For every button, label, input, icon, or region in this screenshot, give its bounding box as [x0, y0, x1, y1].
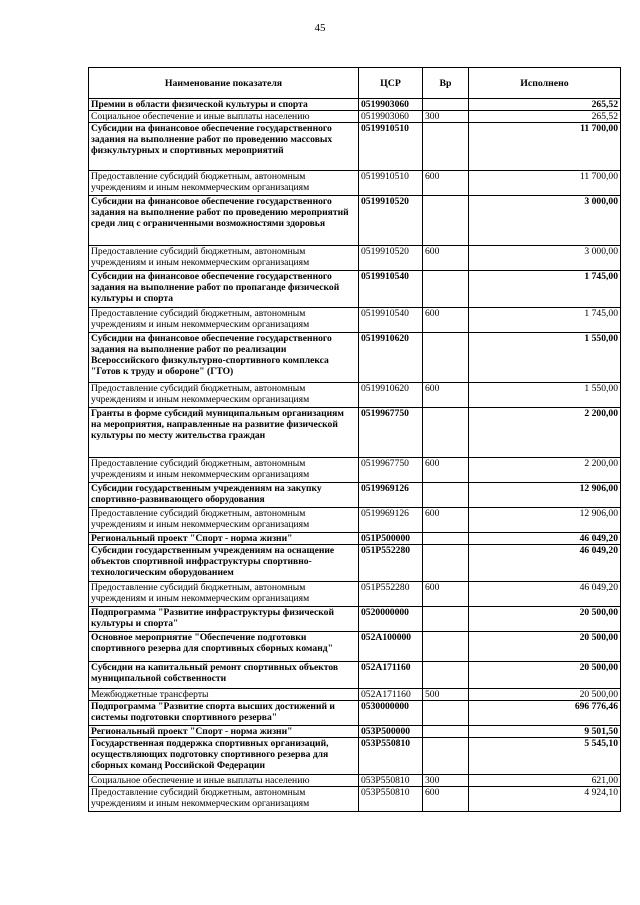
- row-name-cell: Премии в области физической культуры и спорта: [89, 99, 359, 111]
- row-csr-cell: 053P550810: [359, 738, 423, 775]
- row-name-cell: Предоставление субсидий бюджетным, автономным учреждениям и иным некоммерческим организациям: [89, 787, 359, 812]
- row-sum-cell: 1 745,00: [469, 308, 621, 333]
- table-row: [89, 689, 621, 701]
- row-name-cell: Предоставление субсидий бюджетным, автономным учреждениям и иным некоммерческим организациям: [89, 171, 359, 196]
- table-row: [89, 787, 621, 812]
- row-sum-cell: 265,52: [469, 111, 621, 123]
- table-row: [89, 701, 621, 726]
- row-csr-cell: 051P500000: [359, 533, 423, 545]
- table-row: [89, 508, 621, 533]
- page-number: 45: [314, 22, 326, 34]
- header-csr: ЦСР: [359, 68, 423, 99]
- table-header-row: [89, 68, 621, 99]
- table-row: [89, 111, 621, 123]
- row-csr-cell: 0519903060: [359, 111, 423, 123]
- row-name-cell: Социальное обеспечение и иные выплаты населению: [89, 111, 359, 123]
- row-vr-cell: [423, 607, 469, 632]
- table-row: [89, 196, 621, 246]
- table-row: [89, 483, 621, 508]
- row-csr-cell: 0519910520: [359, 196, 423, 246]
- row-name-cell: Подпрограмма "Развитие инфраструктуры физической культуры и спорта": [89, 607, 359, 632]
- table-row: [89, 271, 621, 308]
- header-sum: Исполнено: [469, 68, 621, 99]
- row-name-cell: Предоставление субсидий бюджетным, автономным учреждениям и иным некоммерческим организациям: [89, 383, 359, 408]
- row-vr-cell: 500: [423, 689, 469, 701]
- table-row: [89, 582, 621, 607]
- table-row: [89, 383, 621, 408]
- row-csr-cell: 053P550810: [359, 775, 423, 787]
- row-csr-cell: 0519967750: [359, 458, 423, 483]
- row-csr-cell: 0519910620: [359, 383, 423, 408]
- table-row: [89, 738, 621, 775]
- row-csr-cell: 0520000000: [359, 607, 423, 632]
- row-csr-cell: 053P550810: [359, 787, 423, 812]
- row-name-cell: Гранты в форме субсидий муниципальным организациям на мероприятия, направленные на развитие физической культуры по месту жительства граждан: [89, 408, 359, 458]
- row-sum-cell: 1 550,00: [469, 383, 621, 408]
- row-vr-cell: [423, 632, 469, 662]
- row-sum-cell: 2 200,00: [469, 458, 621, 483]
- row-sum-cell: 20 500,00: [469, 607, 621, 632]
- row-vr-cell: 600: [423, 508, 469, 533]
- row-csr-cell: 0519910540: [359, 308, 423, 333]
- row-vr-cell: [423, 726, 469, 738]
- row-vr-cell: [423, 271, 469, 308]
- row-name-cell: Социальное обеспечение и иные выплаты населению: [89, 775, 359, 787]
- row-csr-cell: 0519967750: [359, 408, 423, 458]
- row-name-cell: Предоставление субсидий бюджетным, автономным учреждениям и иным некоммерческим организациям: [89, 458, 359, 483]
- row-sum-cell: 46 049,20: [469, 545, 621, 582]
- row-sum-cell: 12 906,00: [469, 508, 621, 533]
- row-vr-cell: [423, 123, 469, 171]
- row-sum-cell: 11 700,00: [469, 171, 621, 196]
- row-name-cell: Предоставление субсидий бюджетным, автономным учреждениям и иным некоммерческим организациям: [89, 508, 359, 533]
- table-body: [89, 99, 621, 812]
- row-vr-cell: 600: [423, 308, 469, 333]
- row-sum-cell: 12 906,00: [469, 483, 621, 508]
- row-name-cell: Предоставление субсидий бюджетным, автономным учреждениям и иным некоммерческим организациям: [89, 582, 359, 607]
- row-vr-cell: 600: [423, 246, 469, 271]
- row-sum-cell: 46 049,20: [469, 533, 621, 545]
- row-vr-cell: 600: [423, 582, 469, 607]
- row-vr-cell: [423, 99, 469, 111]
- row-csr-cell: 052A171160: [359, 689, 423, 701]
- table-row: [89, 123, 621, 171]
- row-csr-cell: 0519910520: [359, 246, 423, 271]
- row-name-cell: Субсидии на финансовое обеспечение государственного задания на выполнение работ по проведению мероприятий среди лиц с ограниченными возможностями здоровья: [89, 196, 359, 246]
- header-name: Наименование показателя: [89, 68, 359, 99]
- table-row: [89, 545, 621, 582]
- budget-execution-table: [88, 67, 621, 812]
- row-vr-cell: 600: [423, 458, 469, 483]
- row-vr-cell: [423, 738, 469, 775]
- row-name-cell: Региональный проект "Спорт - норма жизни": [89, 726, 359, 738]
- row-sum-cell: 3 000,00: [469, 246, 621, 271]
- row-sum-cell: 1 745,00: [469, 271, 621, 308]
- row-vr-cell: 300: [423, 111, 469, 123]
- row-name-cell: Субсидии на финансовое обеспечение государственного задания на выполнение работ по пропаганде физической культуры и спорта: [89, 271, 359, 308]
- row-name-cell: Субсидии на финансовое обеспечение государственного задания на выполнение работ по проведению массовых физкультурных и спортивных мероприятий: [89, 123, 359, 171]
- row-csr-cell: 052A171160: [359, 662, 423, 689]
- table-row: [89, 246, 621, 271]
- row-csr-cell: 0519969126: [359, 483, 423, 508]
- row-vr-cell: [423, 701, 469, 726]
- row-name-cell: Подпрограмма "Развитие спорта высших достижений и системы подготовки спортивного резерва": [89, 701, 359, 726]
- row-csr-cell: 0519910510: [359, 123, 423, 171]
- row-csr-cell: 052A100000: [359, 632, 423, 662]
- row-sum-cell: 1 550,00: [469, 333, 621, 383]
- row-sum-cell: 20 500,00: [469, 662, 621, 689]
- row-vr-cell: 600: [423, 787, 469, 812]
- row-name-cell: Субсидии на финансовое обеспечение государственного задания на выполнение работ по реализации Всероссийского физкультурно-спортивного комплекса "Готов к труду и обороне" (ГТО): [89, 333, 359, 383]
- row-name-cell: Региональный проект "Спорт - норма жизни": [89, 533, 359, 545]
- row-vr-cell: [423, 196, 469, 246]
- row-name-cell: Предоставление субсидий бюджетным, автономным учреждениям и иным некоммерческим организациям: [89, 308, 359, 333]
- row-name-cell: Государственная поддержка спортивных организаций, осуществляющих подготовку спортивного резерва для сборных команд Российской Федерации: [89, 738, 359, 775]
- header-vr: Вр: [423, 68, 469, 99]
- row-vr-cell: [423, 333, 469, 383]
- row-sum-cell: 3 000,00: [469, 196, 621, 246]
- row-sum-cell: 20 500,00: [469, 689, 621, 701]
- row-csr-cell: 053P500000: [359, 726, 423, 738]
- row-sum-cell: 11 700,00: [469, 123, 621, 171]
- row-sum-cell: 621,00: [469, 775, 621, 787]
- row-sum-cell: 2 200,00: [469, 408, 621, 458]
- row-name-cell: Основное мероприятие "Обеспечение подготовки спортивного резерва для спортивных сборных команд": [89, 632, 359, 662]
- row-vr-cell: [423, 408, 469, 458]
- row-csr-cell: 0519910540: [359, 271, 423, 308]
- row-name-cell: Субсидии государственным учреждениям на оснащение объектов спортивной инфраструктуры спортивно-технологическим оборудованием: [89, 545, 359, 582]
- row-csr-cell: 0530000000: [359, 701, 423, 726]
- row-sum-cell: 20 500,00: [469, 632, 621, 662]
- row-sum-cell: 4 924,10: [469, 787, 621, 812]
- table-row: [89, 171, 621, 196]
- row-sum-cell: 265,52: [469, 99, 621, 111]
- table-row: [89, 662, 621, 689]
- table-row: [89, 533, 621, 545]
- table-row: [89, 458, 621, 483]
- row-csr-cell: 0519910620: [359, 333, 423, 383]
- row-vr-cell: 300: [423, 775, 469, 787]
- row-csr-cell: 0519903060: [359, 99, 423, 111]
- table-row: [89, 333, 621, 383]
- row-vr-cell: [423, 662, 469, 689]
- row-csr-cell: 051P552280: [359, 582, 423, 607]
- row-sum-cell: 46 049,20: [469, 582, 621, 607]
- row-name-cell: Межбюджетные трансферты: [89, 689, 359, 701]
- row-name-cell: Субсидии на капитальный ремонт спортивных объектов муниципальной собственности: [89, 662, 359, 689]
- row-sum-cell: 9 501,50: [469, 726, 621, 738]
- row-csr-cell: 0519910510: [359, 171, 423, 196]
- table-row: [89, 726, 621, 738]
- table-row: [89, 408, 621, 458]
- row-vr-cell: [423, 483, 469, 508]
- row-name-cell: Предоставление субсидий бюджетным, автономным учреждениям и иным некоммерческим организациям: [89, 246, 359, 271]
- table-row: [89, 775, 621, 787]
- row-vr-cell: [423, 545, 469, 582]
- table-row: [89, 308, 621, 333]
- row-csr-cell: 051P552280: [359, 545, 423, 582]
- row-vr-cell: [423, 533, 469, 545]
- row-csr-cell: 0519969126: [359, 508, 423, 533]
- row-name-cell: Субсидии государственным учреждениям на закупку спортивно-развивающего оборудования: [89, 483, 359, 508]
- table-row: [89, 632, 621, 662]
- table-row: [89, 607, 621, 632]
- row-vr-cell: 600: [423, 171, 469, 196]
- table-row: [89, 99, 621, 111]
- row-vr-cell: 600: [423, 383, 469, 408]
- row-sum-cell: 5 545,10: [469, 738, 621, 775]
- row-sum-cell: 696 776,46: [469, 701, 621, 726]
